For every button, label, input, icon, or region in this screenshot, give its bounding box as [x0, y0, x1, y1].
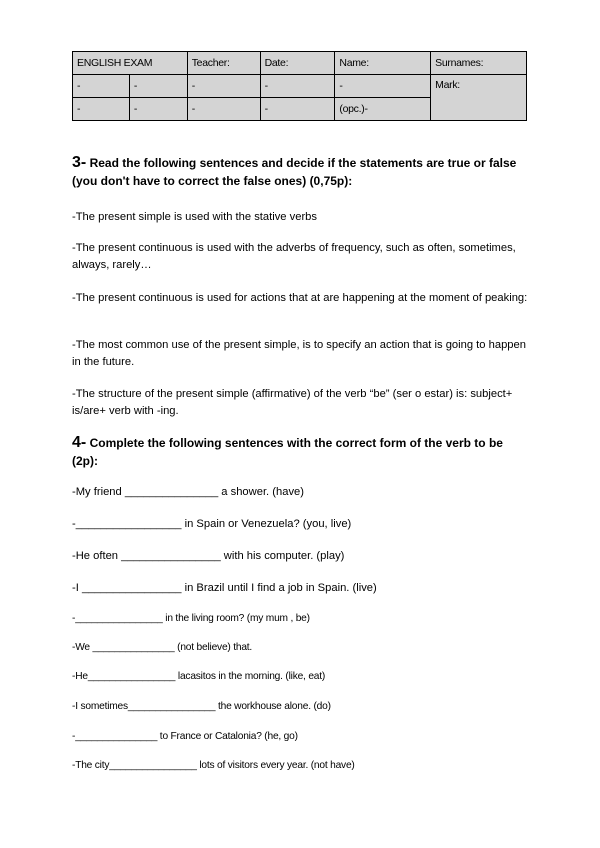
- exercise-item: -_______________ to France or Catalonia? (he, go): [72, 731, 298, 742]
- exercise-item: -I sometimes________________ the workhouse alone. (do): [72, 701, 331, 712]
- statement-item: -The structure of the present simple (affirmative) of the verb “be” (ser o estar) is: subject+ is/are+ verb with -ing.: [72, 388, 513, 417]
- exam-header-table: [72, 51, 527, 121]
- date-label: Date:: [260, 52, 335, 75]
- name-label: Name:: [335, 52, 431, 75]
- exercise-item: -________________ in the living room? (my mum , be): [72, 613, 310, 624]
- mark-label: Mark:: [431, 75, 527, 121]
- section-4-title: Complete the following sentences with the correct form of the verb to be (2p):: [72, 436, 503, 468]
- table-cell: -: [129, 98, 187, 121]
- table-cell: -: [187, 98, 260, 121]
- table-cell: (opc.)-: [335, 98, 431, 121]
- section-3-heading: [72, 154, 532, 190]
- exercise-item: -The city________________ lots of visitors every year. (not have): [72, 760, 355, 771]
- statement-item: -The present simple is used with the stative verbs: [72, 211, 317, 223]
- table-cell: -: [260, 75, 335, 98]
- table-cell: -: [187, 75, 260, 98]
- statement-item: -The present continuous is used with the adverbs of frequency, such as often, sometimes, always, rarely…: [72, 242, 516, 271]
- section-4-number: 4-: [72, 434, 87, 451]
- table-cell: -: [129, 75, 187, 98]
- table-cell: -: [260, 98, 335, 121]
- surnames-label: Surnames:: [431, 52, 527, 75]
- exercise-item: -My friend _______________ a shower. (have): [72, 486, 304, 498]
- section-3-number: 3-: [72, 154, 87, 171]
- teacher-label: Teacher:: [187, 52, 260, 75]
- table-cell: -: [73, 98, 130, 121]
- table-cell: -: [73, 75, 130, 98]
- table-cell: -: [335, 75, 431, 98]
- exercise-item: -He________________ lacasitos in the morning. (like, eat): [72, 671, 326, 682]
- exercise-item: -We _______________ (not believe) that.: [72, 642, 253, 653]
- exam-title-cell: ENGLISH EXAM: [73, 52, 188, 75]
- statement-item: -The most common use of the present simple, is to specify an action that is going to happen in the future.: [72, 339, 526, 368]
- exercise-item: -I ________________ in Brazil until I find a job in Spain. (live): [72, 582, 377, 594]
- section-3-title: Read the following sentences and decide if the statements are true or false (you don't have to correct the false ones) (0,75p):: [72, 156, 517, 188]
- section-4-heading: [72, 434, 532, 470]
- statement-item: -The present continuous is used for actions that at are happening at the moment of peaking:: [72, 292, 528, 304]
- exercise-item: -_________________ in Spain or Venezuela? (you, live): [72, 518, 352, 530]
- exercise-item: -He often ________________ with his computer. (play): [72, 550, 345, 562]
